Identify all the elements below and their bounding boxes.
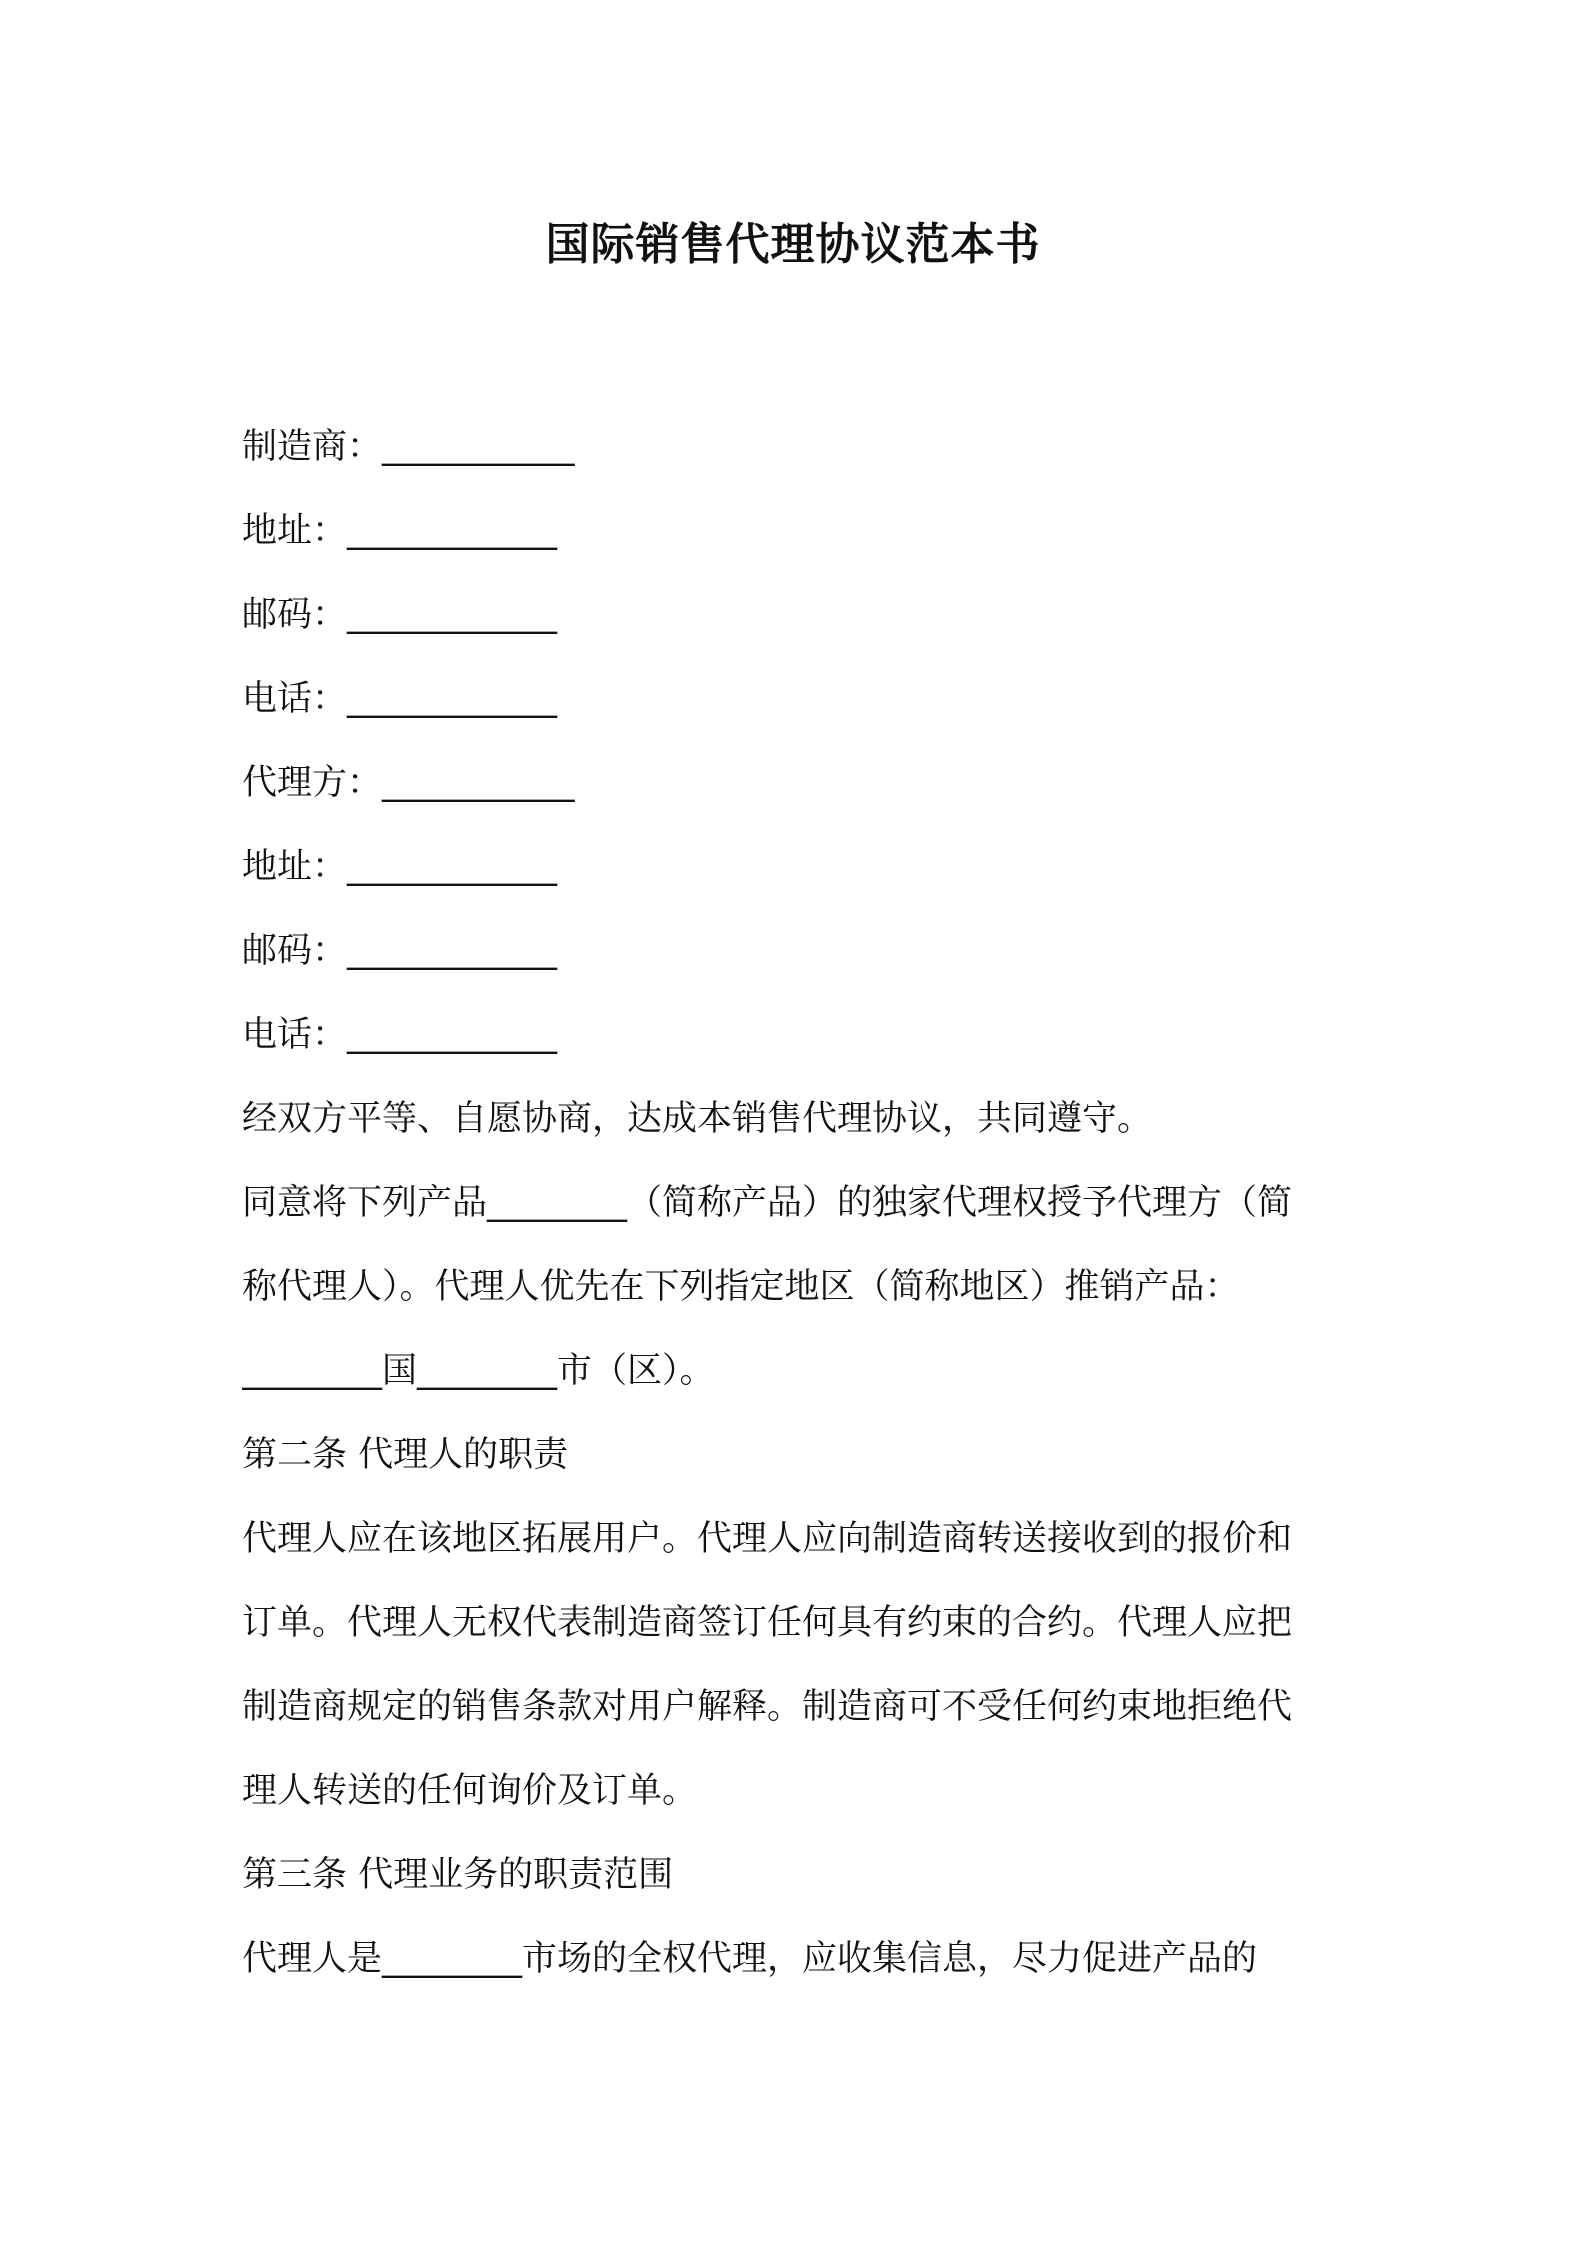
manufacturer-address-line: 地址：____________ — [242, 511, 558, 551]
article-one-line-1: 同意将下列产品________（简称产品）的独家代理权授予代理方（简 — [242, 1183, 1293, 1223]
manufacturer-postcode-line: 邮码：____________ — [242, 595, 558, 635]
agent-phone-line: 电话：____________ — [242, 1015, 558, 1055]
article-one-line-3: ________国________市（区）。 — [242, 1351, 715, 1391]
document-body — [242, 405, 1362, 2001]
article-two-line-2: 订单。代理人无权代表制造商签订任何具有约束的合约。代理人应把 — [242, 1603, 1293, 1643]
article-two-heading: 第二条 代理人的职责 — [242, 1435, 569, 1475]
agent-address-line: 地址：____________ — [242, 847, 558, 887]
article-two-line-3: 制造商规定的销售条款对用户解释。制造商可不受任何约束地拒绝代 — [242, 1687, 1293, 1727]
agent-postcode-line: 邮码：____________ — [242, 931, 558, 971]
article-three-line-1: 代理人是________市场的全权代理，应收集信息，尽力促进产品的 — [242, 1939, 1258, 1979]
agreement-intro-line: 经双方平等、自愿协商，达成本销售代理协议，共同遵守。 — [242, 1099, 1153, 1139]
article-one-line-2: 称代理人）。代理人优先在下列指定地区（简称地区）推销产品： — [242, 1267, 1240, 1307]
article-two-line-4: 理人转送的任何询价及订单。 — [242, 1771, 698, 1811]
document-title: 国际销售代理协议范本书 — [545, 219, 1041, 270]
article-two-line-1: 代理人应在该地区拓展用户。代理人应向制造商转送接收到的报价和 — [242, 1519, 1293, 1559]
manufacturer-line: 制造商：___________ — [242, 427, 575, 467]
manufacturer-phone-line: 电话：____________ — [242, 679, 558, 719]
agent-line: 代理方：___________ — [242, 763, 575, 803]
article-three-heading: 第三条 代理业务的职责范围 — [242, 1855, 674, 1895]
